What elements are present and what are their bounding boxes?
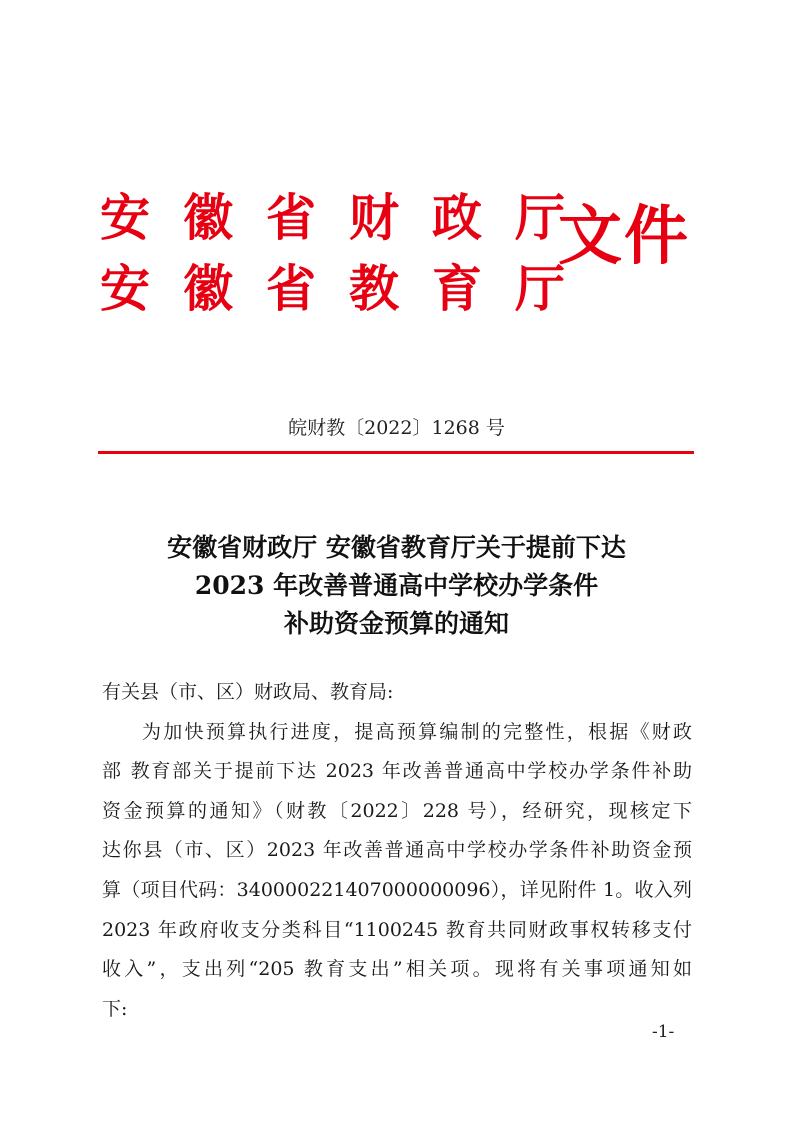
body-line: 部 教育部关于提前下达 2023 年改善普通高中学校办学条件补助	[102, 760, 692, 783]
document-body	[102, 673, 692, 1029]
red-divider-line	[98, 451, 694, 454]
body-line: 2023 年政府收支分类科目“1100245 教育共同财政事权转移支付	[102, 918, 692, 941]
body-line: 算（项目代码：340000221407000000096），详见附件 1。收入列	[102, 878, 692, 901]
body-line: 下:	[102, 997, 128, 1020]
body-line: 达你县（市、区）2023 年改善普通高中学校办学条件补助资金预	[102, 839, 692, 862]
page-number: -1-	[652, 1022, 675, 1042]
title-line-1: 安徽省财政厅 安徽省教育厅关于提前下达	[167, 533, 626, 562]
title-line-2: 2023 年改善普通高中学校办学条件	[194, 571, 599, 600]
salutation: 有关县（市、区）财政局、教育局:	[102, 681, 394, 703]
document-number: 皖财教〔2022〕1268 号	[288, 417, 505, 439]
body-line: 收入”，支出列“205 教育支出”相关项。现将有关事项通知如	[102, 958, 692, 981]
issuer-name-education-dept: 安徽省教育厅	[100, 259, 598, 318]
document-label: 文件	[558, 200, 690, 274]
issuer-name-finance-dept: 安徽省财政厅	[100, 188, 598, 247]
body-line: 资金预算的通知》（财教〔2022〕228 号），经研究，现核定下	[102, 799, 692, 822]
body-line: 为加快预算执行进度，提高预算编制的完整性，根据《财政	[142, 720, 692, 743]
document-title	[0, 529, 793, 643]
title-line-3: 补助资金预算的通知	[283, 609, 509, 638]
